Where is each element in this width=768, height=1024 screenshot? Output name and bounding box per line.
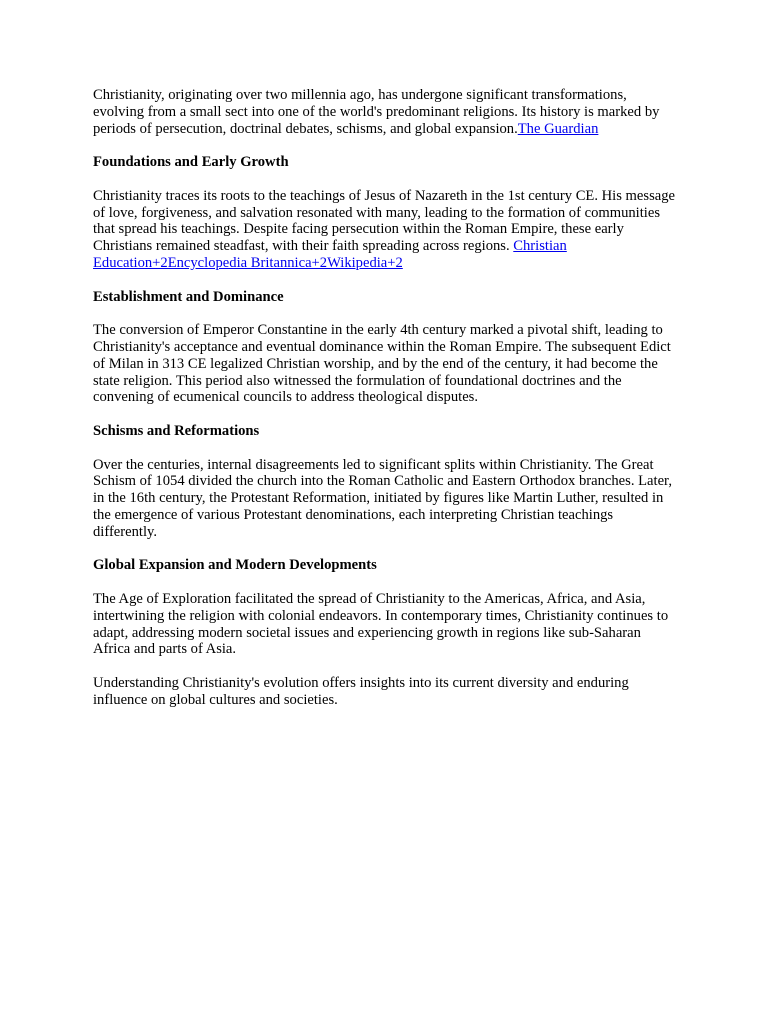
section-paragraph-global-expansion: The Age of Exploration facilitated the spread of Christianity to the Americas, Africa, and Asia, intertwining the religion with colonial endeavors. In contemporary times, Christianity continues to adapt, addressing modern societal issues and experiencing growth in regions like sub-Saharan Africa and parts of Asia.	[93, 590, 669, 658]
section-heading-establishment: Establishment and Dominance	[93, 288, 284, 305]
source-link-the-guardian[interactable]: The Guardian	[517, 120, 599, 137]
section-heading-schisms: Schisms and Reformations	[93, 422, 260, 439]
section-text-foundations: Christianity traces its roots to the teachings of Jesus of Nazareth in the 1st century CE. His message of love, forgiveness, and salvation resonated with many, leading to the formation of communities that spread his teachings. Despite facing persecution within the Roman Empire, these early Christians remained steadfast, with their faith spreading across regions.	[93, 187, 675, 255]
section-heading-foundations: Foundations and Early Growth	[93, 154, 289, 171]
section-paragraph-foundations	[93, 188, 676, 272]
conclusion-paragraph: Understanding Christianity's evolution offers insights into its current diversity and enduring influence on global cultures and societies.	[93, 674, 629, 708]
section-heading-global-expansion: Global Expansion and Modern Developments	[93, 557, 377, 574]
source-link-christian-education[interactable]: Christian Education+2Encyclopedia Britannica+2Wikipedia+2	[93, 238, 567, 271]
section-paragraph-establishment: The conversion of Emperor Constantine in the early 4th century marked a pivotal shift, leading to Christianity's acceptance and eventual dominance within the Roman Empire. The subsequent Edict of Milan in 313 CE legalized Christian worship, and by the end of the century, it had become the state religion. This period also witnessed the formulation of foundational doctrines and the convening of ecumenical councils to address theological disputes.	[93, 322, 671, 406]
intro-paragraph	[93, 87, 676, 137]
document-body	[93, 87, 676, 725]
intro-text: Christianity, originating over two millennia ago, has undergone significant transformations, evolving from a small sect into one of the world's predominant religions. Its history is marked by periods of persecution, doctrinal debates, schisms, and global expansion.	[93, 87, 660, 137]
section-paragraph-schisms: Over the centuries, internal disagreements led to significant splits within Christianity. The Great Schism of 1054 divided the church into the Roman Catholic and Eastern Orthodox branches. Later, in the 16th century, the Protestant Reformation, initiated by figures like Martin Luther, resulted in the emergence of various Protestant denominations, each interpreting Christian teachings differently.	[93, 456, 672, 540]
